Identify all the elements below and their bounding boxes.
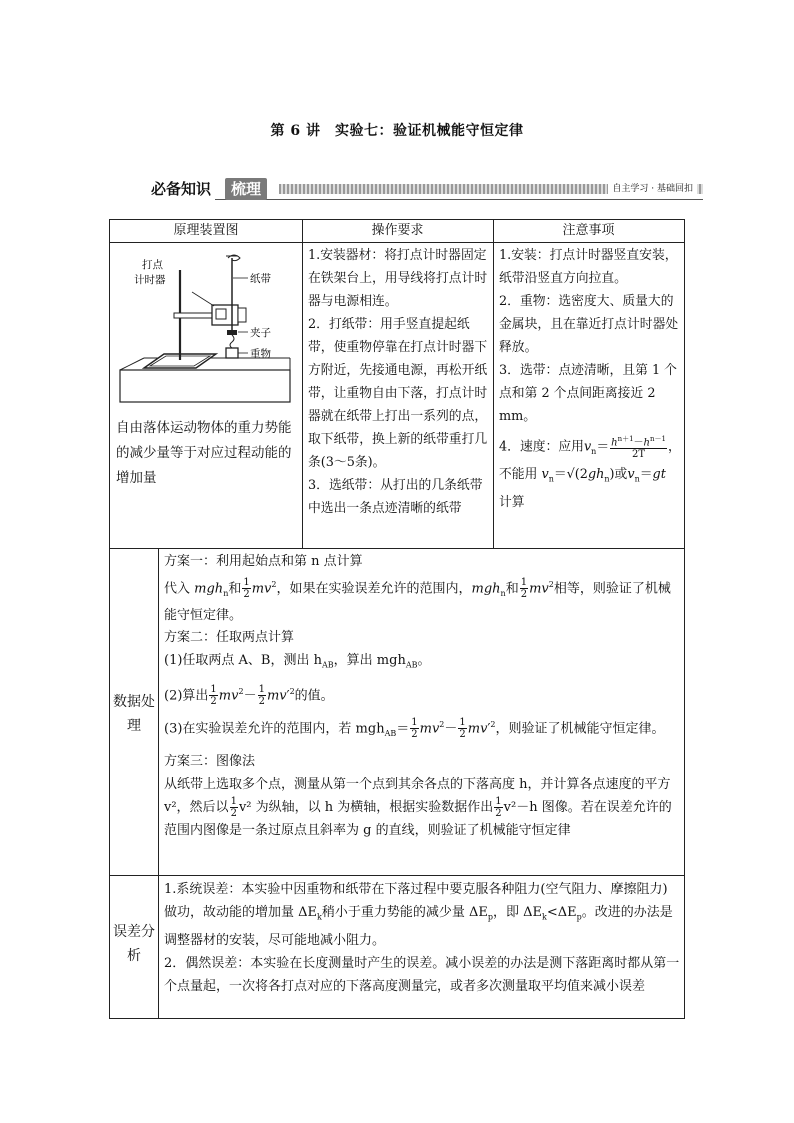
label-clip: 夹子 bbox=[250, 327, 271, 339]
header-operation: 操作要求 bbox=[371, 223, 424, 238]
apparatus-diagram bbox=[114, 250, 298, 410]
data-processing-content bbox=[164, 551, 680, 873]
note-2: 2．重物：选密度大、质量大的金属块，且在靠近打点计时器处释放。 bbox=[499, 294, 679, 355]
weight-block bbox=[226, 348, 238, 358]
label-weight: 重物 bbox=[250, 348, 271, 360]
error-random: 2．偶然误差：本实验在长度测量时产生的误差。减小误差的办法是测下落距离时都从第一个点量起，一次将各打点对应的下落高度测量完，或者多次测量取平均值来减小误差 bbox=[164, 955, 680, 994]
header-principle: 原理装置图 bbox=[173, 223, 239, 238]
operation-step-2: 2．打纸带：用手竖直提起纸带，使重物停靠在打点计时器下方附近，先接通电源，再松开纸带，让重物自由下落，打点计时器就在纸带上打出一系列的点，取下纸带，换上新的纸带重打几条(3～5条)。 bbox=[308, 317, 488, 470]
note-1: 1.安装：打点计时器竖直安装，纸带沿竖直方向拉直。 bbox=[499, 248, 678, 286]
header-notes: 注意事项 bbox=[562, 223, 615, 238]
page-title: 第 6 讲 实验七：验证机械能守恒定律 bbox=[270, 123, 524, 139]
banner-label: 必备知识 bbox=[147, 178, 215, 200]
label-tape: 纸带 bbox=[250, 273, 271, 285]
knowledge-table bbox=[109, 219, 685, 1019]
scheme-3-text: 从纸带上选取多个点，测量从第一个点到其余各点的下落高度 h，并计算各点速度的平方 v²，然后以 $\frac{1}{2}$ v² 为纵轴，以 h 为横轴，根据实验数据作出 $\frac{1}{2}$ v²－h 图像。若在误差允许的范围内图像是一条过原点且斜率为 g 的直线，则验证了机械能守恒定律 bbox=[164, 776, 672, 838]
scheme-2-step-3: (3)在实验误差允许的范围内，若 mgh$_{AB}$＝ $\frac{1}{2}$ $mv^2-$ $\frac{1}{2}$ $mv'^2$，则验证了机械能守恒定律。 bbox=[164, 717, 665, 741]
scheme-1-title: 方案一：利用起始点和第 n 点计算 bbox=[164, 554, 363, 569]
operation-column bbox=[308, 244, 490, 546]
scheme-2-step-1: (1)任取两点 A、B，测出 $h_{AB}$，算出 mgh$_{AB}$。 bbox=[164, 652, 431, 670]
label-timer-1: 打点 bbox=[142, 259, 163, 271]
principle-text: 自由落体运动物体的重力势能的减少量等于对应过程动能的增加量 bbox=[116, 420, 292, 486]
error-analysis-content bbox=[164, 878, 680, 1016]
operation-step-1: 1.安装器材：将打点计时器固定在铁架台上，用导线将打点计时器与电源相连。 bbox=[308, 248, 488, 309]
banner-tag: 梳理 bbox=[225, 178, 267, 200]
note-4: 4．速度：应用$v_n=$ $\frac{h^{n+1}-h^{n-1}}{2T}$ ， 不能用 $v_n=√(2gh_n)$或$v_n=gt$ 计算 bbox=[499, 435, 681, 510]
banner-subtitle: 自主学习 · 基础回扣 bbox=[608, 183, 697, 195]
error-systematic: 1.系统误差：本实验中因重物和纸带在下落过程中要克服各种阻力(空气阻力、摩擦阻力)做功，故动能的增加量 $\Delta E_k$稍小于重力势能的减少量 $\Delta E_p$，即 $\Delta E_k<\Delta E_p$。改进的办法是调整器材的安装，尽可能地减小阻力。 bbox=[164, 882, 673, 948]
label-timer-2: 计时器 bbox=[134, 274, 166, 286]
section-banner bbox=[147, 178, 703, 200]
scheme-2-step-2: (2)算出 $\frac{1}{2}$ $mv^2-$ $\frac{1}{2}$ $mv'^2$的值。 bbox=[164, 684, 334, 708]
scheme-1-text: 代入 mgh$_n$和 $\frac{1}{2}$ $mv^2$，如果在实验误差允许的范围内，mgh$_n$和 $\frac{1}{2}$ $mv^2$相等，则验证了机械能守恒定律。 bbox=[164, 576, 671, 623]
scheme-3-title: 方案三：图像法 bbox=[164, 754, 256, 770]
notes-column bbox=[499, 244, 681, 546]
operation-step-3: 3．选纸带：从打出的几条纸带中选出一条点迹清晰的纸带 bbox=[308, 478, 483, 516]
data-processing-label: 数据处理 bbox=[113, 694, 155, 734]
error-analysis-label: 误差分析 bbox=[113, 924, 155, 964]
lab-bench bbox=[120, 370, 290, 402]
apparatus-svg bbox=[114, 250, 298, 410]
clip bbox=[227, 330, 237, 335]
scheme-2-title: 方案二：任取两点计算 bbox=[164, 630, 295, 646]
clamp-arm bbox=[174, 313, 214, 318]
note-3: 3．选带：点迹清晰，且第 1 个点和第 2 个点间距离接近 2 mm。 bbox=[499, 363, 677, 424]
